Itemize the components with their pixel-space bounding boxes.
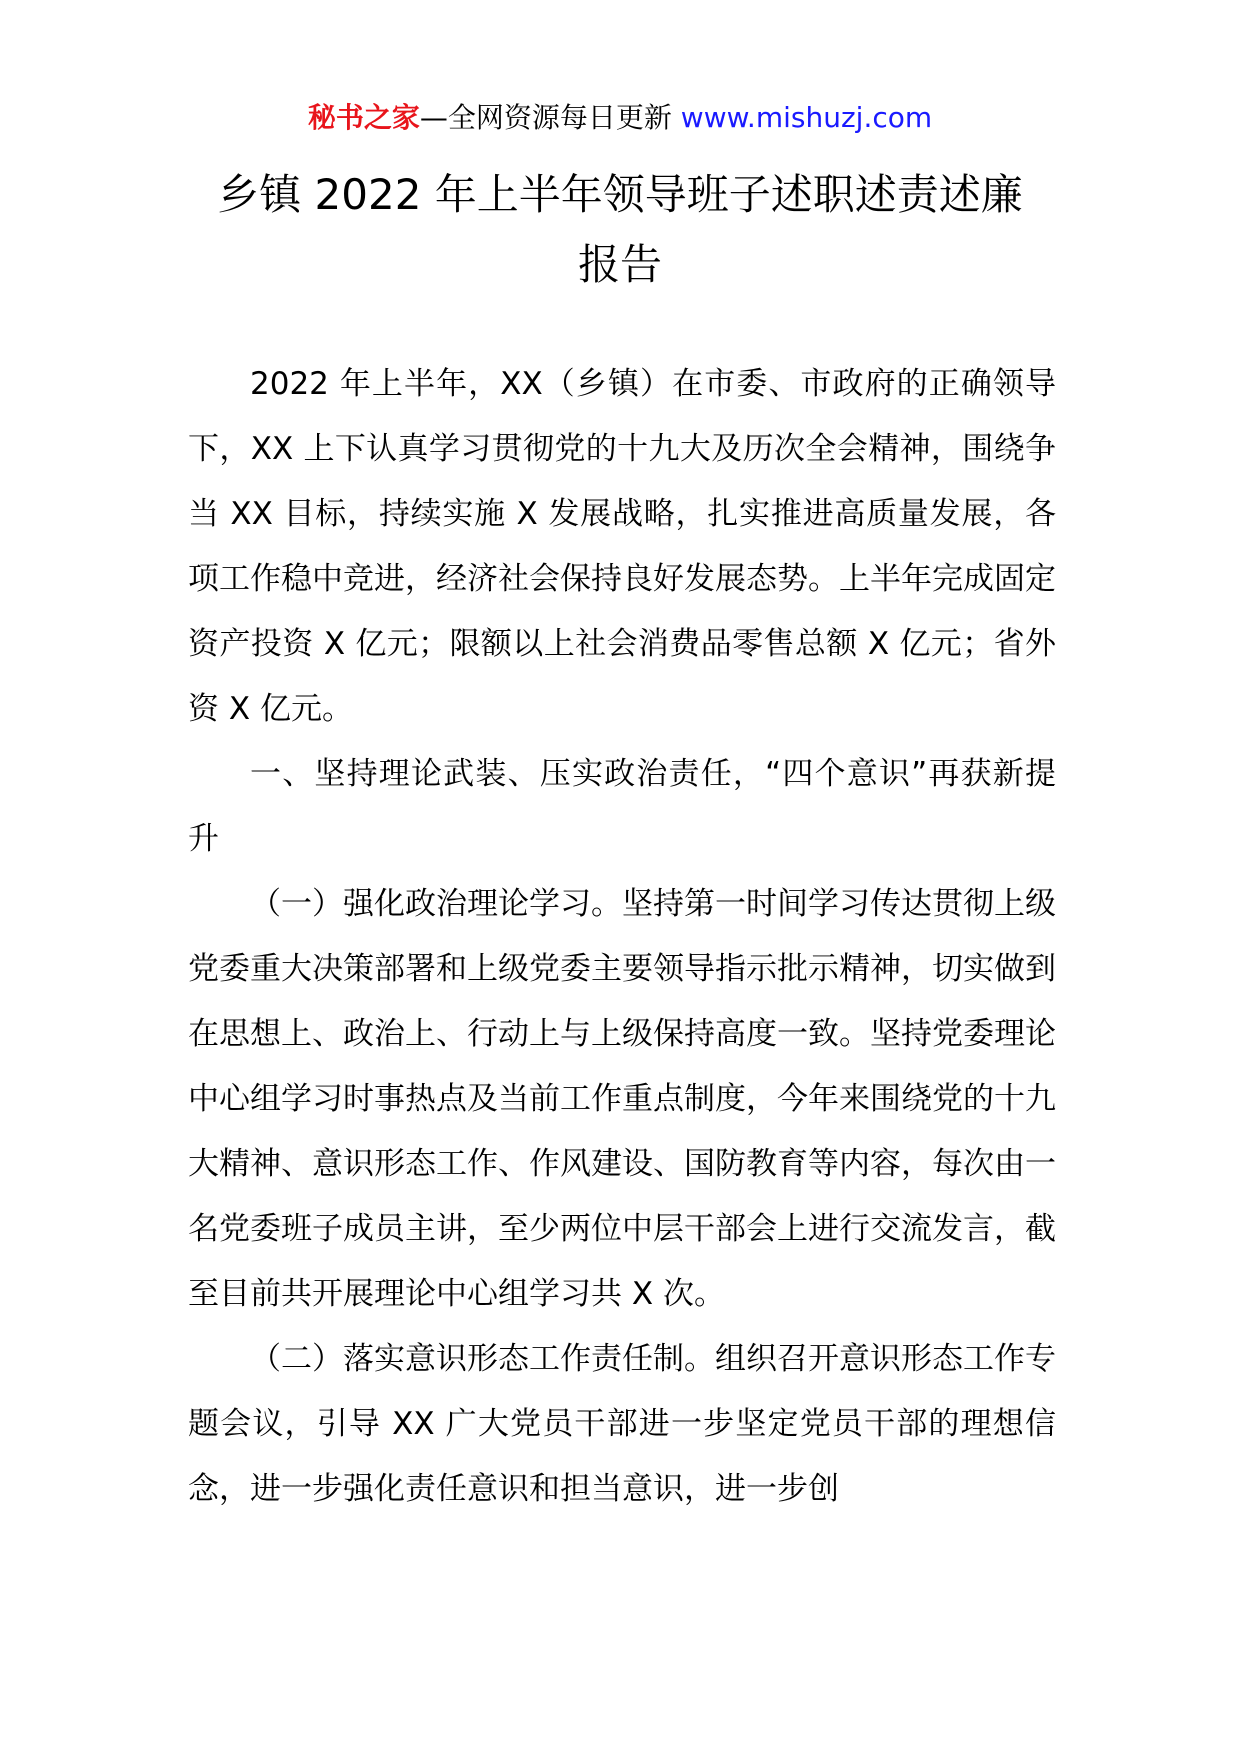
document-title-line-2: 报告 [577, 240, 662, 289]
document-body [188, 352, 1056, 1522]
paragraph-section-1-1: （一）强化政治理论学习。坚持第一时间学习传达贯彻上级党委重大决策部署和上级党委主要领导指示批示精神，切实做到在思想上、政治上、行动上与上级保持高度一致。坚持党委理论中心组学习时事热点及当前工作重点制度，今年来围绕党的十九大精神、意识形态工作、作风建设、国防教育等内容，每次由一名党委班子成员主讲，至少两位中层干部会上进行交流发言，截至目前共开展理论中心组学习共 X 次。 [188, 886, 1056, 1312]
document-title-line-1: 乡镇 2022 年上半年领导班子述职述责述廉 [217, 170, 1023, 219]
section-heading-1: 一、坚持理论武装、压实政治责任，“四个意识”再获新提升 [188, 756, 1056, 857]
paragraph-section-1-2: （二）落实意识形态工作责任制。组织召开意识形态工作专题会议，引导 XX 广大党员干部进一步坚定党员干部的理想信念，进一步强化责任意识和担当意识，进一步创 [188, 1341, 1056, 1507]
site-brand: 秘书之家 [307, 101, 420, 134]
site-tagline: —全网资源每日更新 [419, 101, 672, 134]
document-title [160, 160, 1080, 300]
site-header [0, 98, 1240, 138]
site-url-link[interactable]: www.mishuzj.com [680, 101, 933, 134]
paragraph-intro: 2022 年上半年，XX（乡镇）在市委、市政府的正确领导下，XX 上下认真学习贯彻党的十九大及历次全会精神，围绕争当 XX 目标，持续实施 X 发展战略，扎实推进高质量发展，各项工作稳中竞进，经济社会保持良好发展态势。上半年完成固定资产投资 X 亿元；限额以上社会消费品零售总额 X 亿元；省外资 X 亿元。 [188, 366, 1056, 727]
